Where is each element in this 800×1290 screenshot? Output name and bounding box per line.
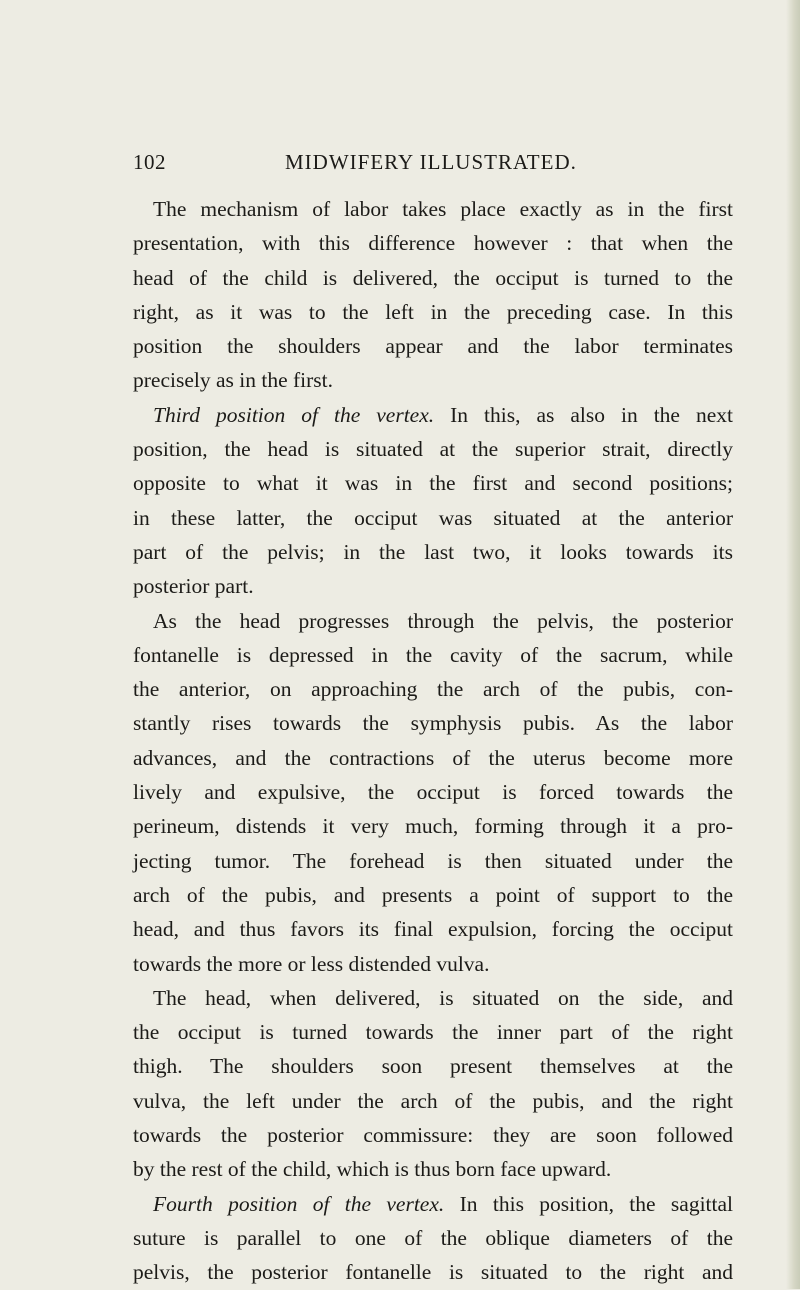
text-line: Fourth position of the vertex. In this position, the sagittal [153, 1191, 734, 1216]
text-line: by the rest of the child, which is thus born face upward. [133, 1157, 612, 1182]
text-line: towards the more or less distended vulva. [133, 951, 490, 976]
text-line: head of the child is delivered, the occiput is turned to the [133, 265, 733, 290]
text-line: precisely as in the first. [133, 368, 334, 393]
section-heading: Third position of the vertex. [153, 402, 435, 427]
text-line: The mechanism of labor takes place exactly as in the first [153, 197, 733, 221]
text-line: pelvis, the posterior fontanelle is situated to the right and [133, 1260, 733, 1285]
text-line: stantly rises towards the symphysis pubis. As the labor [133, 711, 733, 736]
text-line: vulva, the left under the arch of the pubis, and the right [133, 1088, 733, 1113]
text-line: presentation, with this difference however : that when the [133, 231, 733, 256]
text-line: opposite to what it was in the first and second positions; [133, 471, 733, 496]
text-line: right, as it was to the left in the preceding case. In this [133, 299, 733, 324]
text-line: thigh. The shoulders soon present themselves at the [133, 1054, 733, 1079]
text-line: part of the pelvis; in the last two, it looks towards its [133, 539, 733, 564]
text-line: suture is parallel to one of the oblique diameters of the [133, 1225, 733, 1250]
text-line: position the shoulders appear and the labor terminates [133, 334, 733, 359]
page-number: 102 [133, 150, 166, 174]
text-line: arch of the pubis, and presents a point of support to the [133, 882, 733, 907]
page-header [133, 150, 733, 176]
text-line: towards the posterior commissure: they are soon followed [133, 1123, 733, 1148]
text-line: perineum, distends it very much, forming through it a pro- [133, 814, 733, 839]
text-line: posterior part. [133, 574, 254, 599]
text-line: head, and thus favors its final expulsion, forcing the occiput [133, 917, 733, 942]
text-line: As the head progresses through the pelvis, the posterior [153, 608, 733, 633]
text-line: Third position of the vertex. In this, as also in the next [153, 402, 733, 427]
text-line: advances, and the contractions of the uterus become more [133, 745, 733, 770]
text-line: jecting tumor. The forehead is then situated under the [133, 848, 733, 873]
text-line: The head, when delivered, is situated on the side, and [153, 985, 733, 1010]
text-line: in these latter, the occiput was situated at the anterior [133, 505, 733, 530]
text-line: the anterior, on approaching the arch of the pubis, con- [133, 677, 733, 702]
running-title: MIDWIFERY ILLUSTRATED. [285, 150, 577, 174]
text-line: lively and expulsive, the occiput is forced towards the [133, 780, 733, 805]
section-heading: Fourth position of the vertex. [153, 1191, 445, 1216]
text-line: fontanelle is depressed in the cavity of the sacrum, while [133, 642, 733, 667]
body-text [133, 192, 733, 1290]
page-edge-shadow [786, 0, 800, 1289]
text-line: the occiput is turned towards the inner part of the right [133, 1020, 733, 1045]
text-line: position, the head is situated at the superior strait, directly [133, 437, 733, 462]
